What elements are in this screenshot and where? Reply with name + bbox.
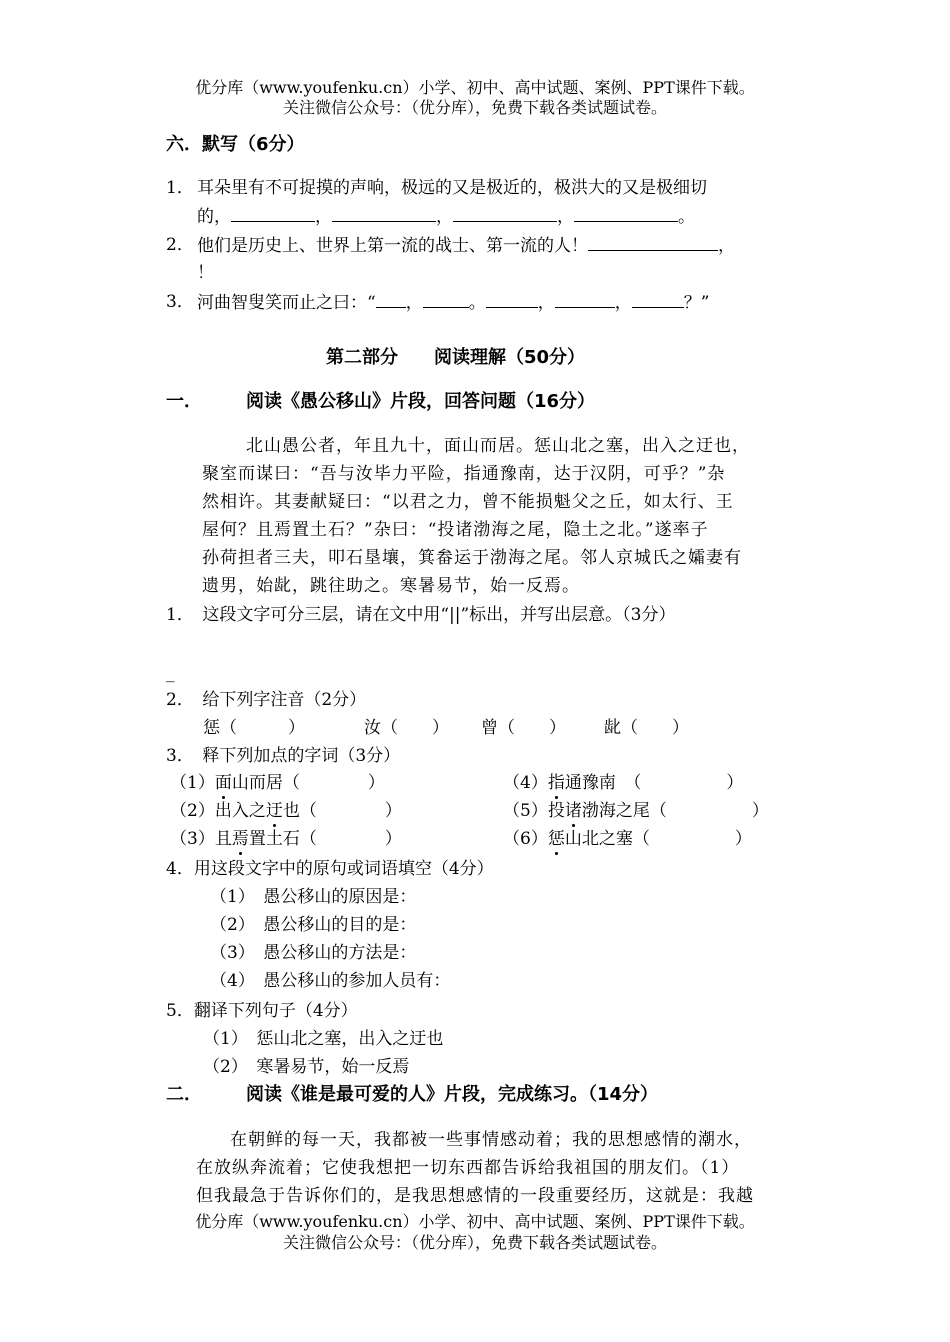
explain-prefix: （3）且: [170, 829, 232, 849]
explain-item[interactable]: [503, 828, 752, 850]
footer-line-1: 优分库（www.youfenku.cn）小学、初中、高中试题、案例、PPT课件下载。: [195, 1212, 755, 1231]
explain-prefix: （1）: [170, 773, 215, 793]
passage-line: 但我最急于告诉你们的，是我思想感情的一段重要经历，这就是：我越: [196, 1186, 754, 1206]
explain-suffix: 山而居（ ）: [231, 773, 385, 793]
fill-item[interactable]: （3） 愚公移山的方法是：: [210, 943, 417, 963]
blank[interactable]: [632, 291, 684, 308]
translate-item[interactable]: （2） 寒暑易节，始一反焉: [203, 1057, 410, 1077]
passage-line: 遗男，始龀，跳往助之。寒暑易节，始一反焉。: [202, 576, 580, 596]
s6-q2-text: 他们是历史上、世界上第一流的战士、第一流的人！: [197, 236, 588, 256]
pinyin-item[interactable]: 惩（ ）: [203, 718, 305, 738]
blank[interactable]: [332, 205, 436, 222]
blank[interactable]: [423, 291, 469, 308]
r1-question-3: 3． 释下列加点的字词（3分）: [166, 746, 401, 766]
blank[interactable]: [555, 291, 615, 308]
dotted-char: 迂: [265, 801, 283, 821]
explain-prefix: （2）出入之: [170, 801, 266, 821]
s6-q1-cont: 的，: [197, 207, 231, 227]
r1-question-1: 1． 这段文字可分三层，请在文中用“||”标出，并写出层意。（3分）: [166, 605, 676, 625]
translate-item[interactable]: （1） 惩山北之塞，出入之迂也: [203, 1029, 444, 1049]
s6-q3-text: 河曲智叟笑而止之曰：“: [197, 293, 376, 313]
pinyin-item[interactable]: 曾（ ）: [481, 718, 566, 738]
blank[interactable]: [486, 291, 538, 308]
blank[interactable]: [376, 291, 406, 308]
explain-item[interactable]: [503, 800, 769, 822]
s6-q1-answer-line: 的， ， ， ， 。: [197, 207, 695, 227]
passage-line: 在朝鲜的每一天，我都被一些事情感动着；我的思想感情的潮水，: [230, 1130, 752, 1150]
r1-stray-mark: _: [166, 663, 175, 683]
s6-q3-number: 3．: [166, 292, 194, 312]
explain-prefix: （5）投: [503, 801, 565, 821]
reading-1-title: 阅读《愚公移山》片段，回答问题（16分）: [246, 391, 596, 412]
s6-q2-cont: ！: [197, 263, 214, 283]
explain-suffix: 置土石（ ）: [248, 829, 402, 849]
passage-line: 北山愚公者，年且九十，面山而居。惩山北之塞，出入之迂也，: [246, 436, 750, 456]
dotted-char: 指: [547, 773, 565, 793]
reading-1-number: 一．: [166, 391, 202, 412]
explain-item[interactable]: [170, 828, 402, 850]
dotted-char: 焉: [231, 829, 249, 849]
explain-prefix: （4）: [503, 773, 548, 793]
explain-suffix: 通豫南 （ ）: [564, 773, 744, 793]
passage-line: 然相许。其妻献疑曰：“以君之力，曾不能损魁父之丘，如太行、王: [202, 492, 734, 512]
r1-question-4: 4．用这段文字中的原句或词语填空（4分）: [166, 859, 494, 879]
explain-item[interactable]: [170, 800, 402, 822]
footer-line-2: 关注微信公众号：（优分库），免费下载各类试题试卷。: [282, 1233, 667, 1252]
explain-suffix: 也（ ）: [282, 801, 402, 821]
reading-2-title: 阅读《谁是最可爱的人》片段，完成练习。（14分）: [246, 1084, 659, 1105]
s6-q2-line: 他们是历史上、世界上第一流的战士、第一流的人！ ，: [197, 236, 735, 256]
r1-question-5: 5．翻译下列句子（4分）: [166, 1001, 358, 1021]
section-6-title: 六．默写（6分）: [166, 134, 305, 155]
passage-line: 在放纵奔流着；它使我想把一切东西都告诉给我祖国的朋友们。（1）: [196, 1158, 740, 1178]
explain-suffix: 山北之塞（ ）: [564, 829, 752, 849]
r1-question-2: 2． 给下列字注音（2分）: [166, 690, 367, 710]
s6-q1-text: 耳朵里有不可捉摸的声响，极远的又是极近的，极洪大的又是极细切: [197, 178, 707, 198]
dotted-char: 诸: [564, 801, 582, 821]
explain-item[interactable]: [503, 772, 743, 794]
passage-line: 孙荷担者三夫，叩石垦壤，箕畚运于渤海之尾。邻人京城氏之孀妻有: [202, 548, 742, 568]
part-2-title: 第二部分 阅读理解（50分）: [326, 347, 586, 368]
dotted-char: 惩: [547, 829, 565, 849]
blank[interactable]: [574, 205, 678, 222]
fill-item[interactable]: （1） 愚公移山的原因是：: [210, 887, 417, 907]
passage-line: 聚室而谋曰：“吾与汝毕力平险，指通豫南，达于汉阴，可乎？”杂: [202, 464, 726, 484]
reading-2-number: 二．: [166, 1084, 202, 1105]
s6-q3-line: 河曲智叟笑而止之曰：“ ， 。 ， ， ？”: [197, 293, 710, 313]
header-line-2: 关注微信公众号：（优分库），免费下载各类试题试卷。: [282, 98, 667, 117]
dotted-char: 面: [214, 773, 232, 793]
explain-suffix: 渤海之尾（ ）: [581, 801, 769, 821]
blank[interactable]: [453, 205, 557, 222]
blank[interactable]: [231, 205, 315, 222]
explain-item[interactable]: [170, 772, 385, 794]
explain-prefix: （6）: [503, 829, 548, 849]
s6-q1-number: 1．: [166, 178, 194, 198]
pinyin-item[interactable]: 龀（ ）: [604, 718, 689, 738]
passage-line: 屋何？且焉置土石？”杂曰：“投诸渤海之尾，隐土之北。”遂率子: [202, 520, 709, 540]
blank[interactable]: [588, 234, 718, 251]
pinyin-item[interactable]: 汝（ ）: [364, 718, 449, 738]
fill-item[interactable]: （4） 愚公移山的参加人员有：: [210, 971, 451, 991]
s6-q2-number: 2．: [166, 235, 194, 255]
header-line-1: 优分库（www.youfenku.cn）小学、初中、高中试题、案例、PPT课件下载。: [195, 78, 755, 97]
fill-item[interactable]: （2） 愚公移山的目的是：: [210, 915, 417, 935]
